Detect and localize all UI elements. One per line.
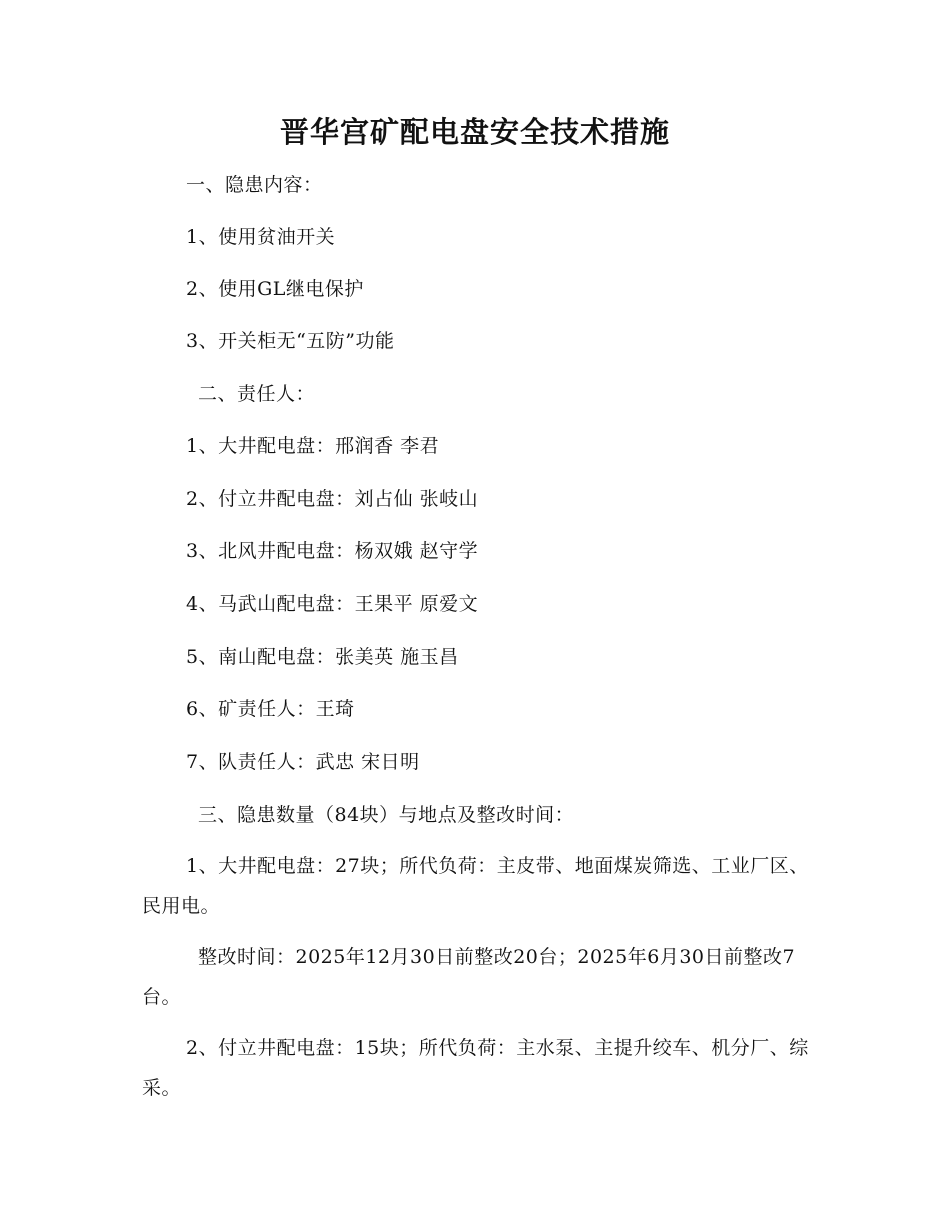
- section-heading-hazards: 一、隐患内容：: [186, 174, 323, 196]
- hazard-item: 2、使用GL继电保护: [186, 278, 364, 300]
- hazard-item: 1、使用贫油开关: [186, 226, 336, 248]
- responsible-item: 1、大井配电盘：邢润香 李君: [186, 435, 440, 457]
- responsible-item: 4、马武山配电盘：王果平 原爱文: [186, 593, 479, 615]
- paragraph-auxiliary-shaft: 2、付立井配电盘：15块；所代负荷：主水泵、主提升绞车、机分厂、综采。: [142, 1037, 809, 1099]
- paragraph-rectification-time: 整改时间：2025年12月30日前整改20台；2025年6月30日前整改7台。: [142, 946, 796, 1008]
- responsible-item: 6、矿责任人：王琦: [186, 698, 355, 720]
- section-heading-responsible: 二、责任人：: [198, 383, 316, 405]
- responsible-item: 3、北风井配电盘：杨双娥 赵守学: [186, 540, 479, 562]
- section-heading-quantity: 三、隐患数量（84块）与地点及整改时间：: [198, 804, 575, 826]
- responsible-item: 2、付立井配电盘：刘占仙 张岐山: [186, 488, 479, 510]
- document-title: 晋华宫矿配电盘安全技术措施: [279, 115, 670, 149]
- responsible-item: 7、队责任人：武忠 宋日明: [186, 751, 420, 773]
- hazard-item: 3、开关柜无“五防”功能: [186, 330, 395, 352]
- responsible-item: 5、南山配电盘：张美英 施玉昌: [186, 646, 459, 668]
- paragraph-main-shaft: 1、大井配电盘：27块；所代负荷：主皮带、地面煤炭筛选、工业厂区、民用电。: [142, 855, 809, 917]
